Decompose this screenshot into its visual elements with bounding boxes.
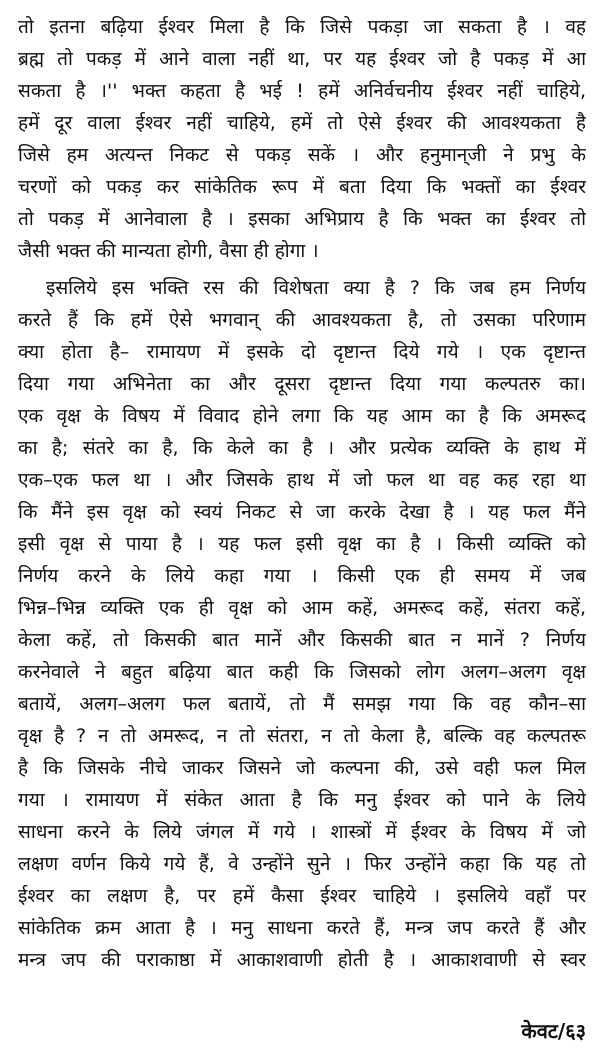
text-line: हमें दूर वाला ईश्वर नहीं चाहिये, हमें तो ऐसे ईश्वर की आवश्यकता है [18,112,586,134]
text-line: केला कहें, तो किसकी बात मानें और किसकी बात न मानें ? निर्णय [18,629,586,651]
text-line: एक वृक्ष के विषय में विवाद होने लगा कि यह आम का है कि अमरूद [18,405,586,427]
text-line: ईश्वर का लक्षण है, पर हमें कैसा ईश्वर चाहिये । इसलिये वहाँ पर [18,885,586,907]
text-line: तो इतना बढ़िया ईश्वर मिला है कि जिसे पकड़ा जा सकता है । वह [18,16,586,38]
text-line: क्या होता है– रामायण में इसके दो दृष्टान्त दिये गये । एक दृष्टान्त [18,341,586,363]
text-line: इसी वृक्ष से पाया है । यह फल इसी वृक्ष का है । किसी व्यक्ति को [18,533,586,555]
text-line: जिसे हम अत्यन्त निकट से पकड़ सकें । और हनुमान्‌जी ने प्रभु के [18,144,586,166]
text-line: ब्रह्म तो पकड़ में आने वाला नहीं था, पर यह ईश्वर जो है पकड़ में आ [18,48,586,70]
text-line: लक्षण वर्णन किये गये हैं, वे उन्होंने सुने । फिर उन्होंने कहा कि यह तो [18,853,586,875]
text-line: है कि जिसके नीचे जाकर जिसने जो कल्पना की, उसे वही फल मिल [18,757,586,779]
page-footer-label: केवट/६३ [521,1019,586,1043]
text-line: चरणों को पकड़ कर सांकेतिक रूप में बता दिया कि भक्तों का ईश्वर [18,176,586,198]
text-line: बतायें, अलग–अलग फल बतायें, तो मैं समझ गया कि वह कौन–सा [18,693,586,715]
text-line: जैसी भक्त की मान्यता होगी, वैसा ही होगा । [18,240,319,262]
text-line: भिन्न–भिन्न व्यक्ति एक ही वृक्ष को आम कहें, अमरूद कहें, संतरा कहें, [18,597,586,619]
text-line: वृक्ष है ? न तो अमरूद, न तो संतरा, न तो केला है, बल्कि वह कल्पतरू [18,725,586,747]
text-line: गया । रामायण में संकेत आता है कि मनु ईश्वर को पाने के लिये [18,789,586,811]
text-line: दिया गया अभिनेता का और दूसरा दृष्टान्त दिया गया कल्पतरु का। [18,373,586,395]
text-line: इसलिये इस भक्ति रस की विशेषता क्या है ? कि जब हम निर्णय [46,277,586,299]
text-line: सांकेतिक क्रम आता है । मनु साधना करते हैं, मन्त्र जप करते हैं और [18,917,586,939]
text-line: सकता है ।'' भक्त कहता है भई ! हमें अनिर्वचनीय ईश्वर नहीं चाहिये, [18,80,586,102]
text-line: तो पकड़ में आनेवाला है । इसका अभिप्राय है कि भक्त का ईश्वर तो [18,208,586,230]
text-line: करनेवाले ने बहुत बढ़िया बात कही कि जिसको लोग अलग–अलग वृक्ष [18,661,586,683]
text-line: एक–एक फल था । और जिसके हाथ में जो फल था वह कह रहा था [18,469,586,491]
text-line: का है; संतरे का है, कि केले का है । और प्रत्येक व्यक्ति के हाथ में [18,437,586,459]
text-line: निर्णय करने के लिये कहा गया । किसी एक ही समय में जब [18,565,586,587]
text-line: मन्त्र जप की पराकाष्ठा में आकाशवाणी होती है । आकाशवाणी से स्वर [18,949,586,971]
text-line: कि मैंने इस वृक्ष को स्वयं निकट से जा करके देखा है । यह फल मैंने [18,501,586,523]
text-line: साधना करने के लिये जंगल में गये । शास्त्रों में ईश्वर के विषय में जो [18,821,586,843]
text-line: करते हैं कि हमें ऐसे भगवान् की आवश्यकता है, तो उसका परिणाम [18,309,586,331]
